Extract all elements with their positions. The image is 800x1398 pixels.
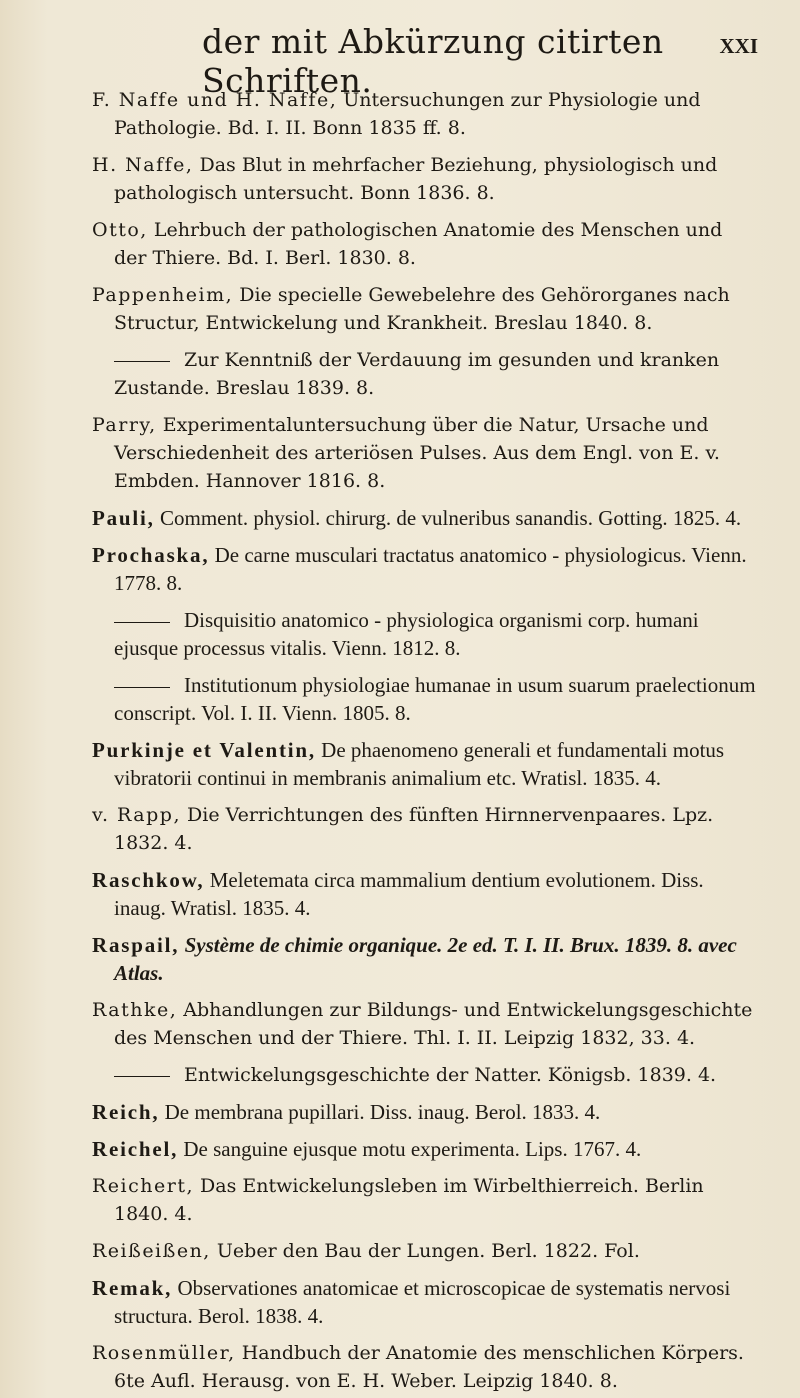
- entry-text: Die Verrichtungen des fünften Hirnnervenpaares. Lpz. 1832. 4.: [114, 804, 714, 854]
- entry-text: Observationes anatomicae et microscopicae de systematis nervosi structura. Berol. 1838. 4.: [114, 1276, 731, 1328]
- entry-author: Remak,: [92, 1276, 173, 1300]
- entry-text: Comment. physiol. chirurg. de vulneribus sanandis. Gotting. 1825. 4.: [154, 506, 742, 530]
- entry-author: Purkinje et Valentin,: [92, 738, 316, 762]
- entry-author: Prochaska,: [92, 543, 210, 567]
- entry-author: Otto,: [92, 219, 148, 241]
- entry-text: Untersuchungen zur Physiologie und Pathologie. Bd. I. II. Bonn 1835 ff. 8.: [114, 89, 701, 139]
- ditto-dash: [114, 1076, 170, 1077]
- entry-author: Raspail,: [92, 933, 180, 957]
- ditto-dash: [114, 361, 170, 362]
- entry-text: Entwickelungsgeschichte der Natter. Königsb. 1839. 4.: [184, 1064, 717, 1086]
- entry-author: Reichel,: [92, 1137, 179, 1161]
- bibliography-list: [92, 86, 758, 1395]
- bibliography-entry: [92, 504, 758, 532]
- bibliography-entry: [92, 346, 758, 402]
- entry-text: Institutionum physiologiae humanae in usum suarum praelectionum conscript. Vol. I. II. Vienn. 1805. 8.: [114, 673, 756, 725]
- entry-text: De carne musculari tractatus anatomico - physiologicus. Vienn. 1778. 8.: [114, 543, 747, 595]
- entry-author: Reißeißen,: [92, 1240, 211, 1262]
- entry-author: Reichert,: [92, 1175, 195, 1197]
- bibliography-entry: [92, 801, 758, 857]
- bibliography-entry: [92, 931, 758, 987]
- entry-text: De sanguine ejusque motu experimenta. Lips. 1767. 4.: [178, 1137, 642, 1161]
- entry-text: Système de chimie organique. 2e ed. T. I. II. Brux. 1839. 8. avec Atlas.: [114, 933, 737, 985]
- ditto-dash: [114, 622, 170, 623]
- entry-text: De membrana pupillari. Diss. inaug. Berol. 1833. 4.: [159, 1100, 601, 1124]
- entry-text: De phaenomeno generali et fundamentali motus vibratorii continui in membranis animalium etc. Wratisl. 1835. 4.: [114, 738, 725, 790]
- entry-text: Die specielle Gewebelehre des Gehörorganes nach Structur, Entwickelung und Krankheit. Breslau 1840. 8.: [114, 284, 730, 334]
- bibliography-entry: [92, 1274, 758, 1330]
- running-title: der mit Abkürzung citirten Schriften.: [202, 22, 664, 100]
- entry-author: F. Naffe und H. Naffe,: [92, 89, 338, 111]
- bibliography-entry: [92, 1172, 758, 1228]
- bibliography-entry: [92, 151, 758, 207]
- bibliography-entry: [92, 606, 758, 662]
- entry-text: Das Entwickelungsleben im Wirbelthierreich. Berlin 1840. 4.: [114, 1175, 704, 1225]
- bibliography-entry: [92, 281, 758, 337]
- bibliography-entry: [92, 1135, 758, 1163]
- entry-author: Parry,: [92, 414, 157, 436]
- bibliography-entry: [92, 671, 758, 727]
- bibliography-entry: [92, 541, 758, 597]
- entry-author: Reich,: [92, 1100, 160, 1124]
- entry-text: Meletemata circa mammalium dentium evolutionem. Diss. inaug. Wratisl. 1835. 4.: [114, 868, 704, 920]
- entry-text: Disquisitio anatomico - physiologica organismi corp. humani ejusque processus vitalis. Vienn. 1812. 8.: [114, 608, 699, 660]
- bibliography-entry: [92, 1098, 758, 1126]
- bibliography-entry: [92, 996, 758, 1052]
- entry-text: Experimentaluntersuchung über die Natur, Ursache und Verschiedenheit des arteriösen Pulses. Aus dem Engl. von E. v. Embden. Hannover 1816. 8.: [114, 414, 720, 492]
- bibliography-entry: [92, 1061, 758, 1089]
- bibliography-entry: [92, 1339, 758, 1395]
- entry-text: Lehrbuch der pathologischen Anatomie des Menschen und der Thiere. Bd. I. Berl. 1830. 8.: [114, 219, 723, 269]
- page-number: XXI: [719, 34, 758, 58]
- entry-author: Pauli,: [92, 506, 155, 530]
- bibliography-entry: [92, 1237, 758, 1265]
- entry-author: v. Rapp,: [92, 804, 181, 826]
- bibliography-entry: [92, 411, 758, 495]
- entry-text: Das Blut in mehrfacher Beziehung, physiologisch und pathologisch untersucht. Bonn 1836. 8.: [114, 154, 718, 204]
- entry-text: Zur Kenntniß der Verdauung im gesunden und kranken Zustande. Breslau 1839. 8.: [114, 349, 720, 399]
- entry-author: Rathke,: [92, 999, 178, 1021]
- entry-author: Pappenheim,: [92, 284, 234, 306]
- entry-author: Rosenmüller,: [92, 1342, 236, 1364]
- entry-text: Handbuch der Anatomie des menschlichen Körpers. 6te Aufl. Herausg. von E. H. Weber. Leipzig 1840. 8.: [114, 1342, 744, 1392]
- bibliography-entry: [92, 736, 758, 792]
- bibliography-entry: [92, 216, 758, 272]
- entry-author: Raschkow,: [92, 868, 205, 892]
- entry-text: Ueber den Bau der Lungen. Berl. 1822. Fol.: [210, 1240, 640, 1262]
- entry-text: Abhandlungen zur Bildungs- und Entwickelungsgeschichte des Menschen und der Thiere. Thl. I. II. Leipzig 1832, 33. 4.: [114, 999, 753, 1049]
- entry-author: H. Naffe,: [92, 154, 194, 176]
- ditto-dash: [114, 687, 170, 688]
- bibliography-entry: [92, 866, 758, 922]
